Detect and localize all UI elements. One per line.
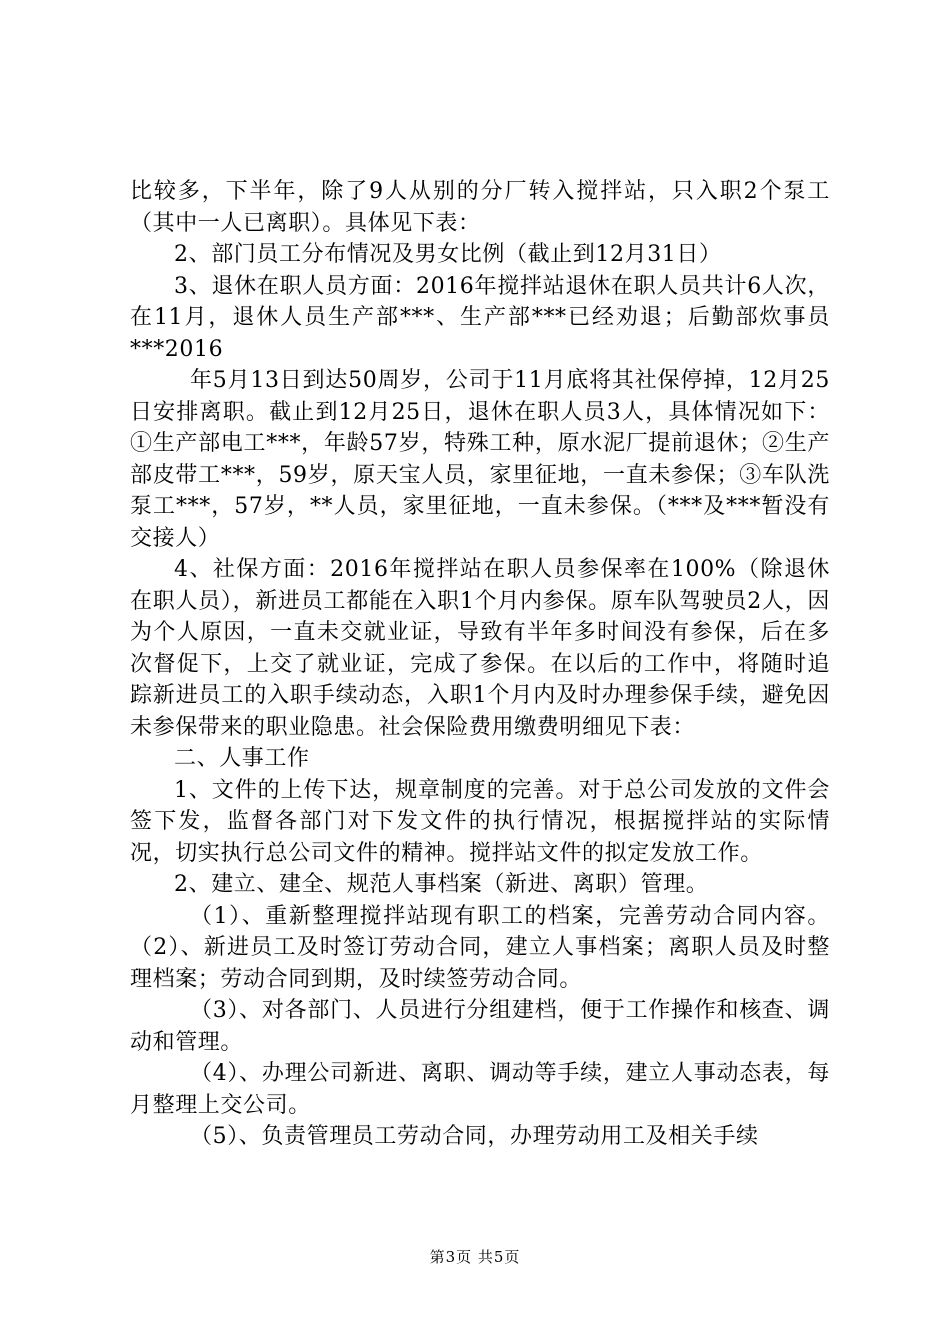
paragraph-5: 4、社保方面：2016年搅拌站在职人员参保率在100%（除退休在职人员），新进员工都能在入职1个月内参保。原车队驾驶员2人，因为个人原因，一直未交就业证，导致有半年多时间没有参保，后在多次督促下，上交了就业证，完成了参保。在以后的工作中，将随时追踪新进员工的入职手续动态，入职1个月内及时办理参保手续，避免因未参保带来的职业隐患。社会保险费用缴费明细见下表： [130, 557, 830, 740]
paragraph-8: 2、建立、建全、规范人事档案（新进、离职）管理。 [174, 872, 709, 897]
paragraph-1: 比较多，下半年，除了9人从别的分厂转入搅拌站，只入职2个泵工（其中一人已离职）。具体见下表： [130, 179, 830, 236]
paragraph-10: （3）、对各部门、人员进行分组建档，便于工作操作和核查、调动和管理。 [130, 998, 830, 1055]
paragraph-3: 3、退休在职人员方面：2016年搅拌站退休在职人员共计6人次，在11月，退休人员生产部***、生产部***已经劝退；后勤部炊事员***2016 [130, 273, 830, 362]
document-body [130, 176, 830, 1153]
paragraph-7: 1、文件的上传下达，规章制度的完善。对于总公司发放的文件会签下发，监督各部门对下发文件的执行情况，根据搅拌站的实际情况，切实执行总公司文件的精神。搅拌站文件的拟定发放工作。 [130, 777, 830, 866]
paragraph-11: （4）、办理公司新进、离职、调动等手续，建立人事动态表，每月整理上交公司。 [130, 1061, 830, 1118]
paragraph-2: 2、部门员工分布情况及男女比例（截止到12月31日） [174, 242, 722, 267]
page-number-footer: 第3页 共5页 [429, 1248, 521, 1266]
paragraph-9: （1）、重新整理搅拌站现有职工的档案，完善劳动合同内容。（2）、新进员工及时签订劳动合同，建立人事档案；离职人员及时整理档案；劳动合同到期，及时续签劳动合同。 [130, 903, 830, 992]
paragraph-12: （5）、负责管理员工劳动合同，办理劳动用工及相关手续 [190, 1124, 759, 1149]
paragraph-4: 年5月13日到达50周岁，公司于11月底将其社保停掉，12月25日安排离职。截止到12月25日，退休在职人员3人，具体情况如下：①生产部电工***，年龄57岁，特殊工种，原水泥厂提前退休；②生产部皮带工***，59岁，原天宝人员，家里征地，一直未参保；③车队洗泵工***，57岁，**人员，家里征地，一直未参保。（***及***暂没有交接人） [130, 368, 830, 551]
section-heading-personnel-work: 二、人事工作 [174, 746, 310, 771]
